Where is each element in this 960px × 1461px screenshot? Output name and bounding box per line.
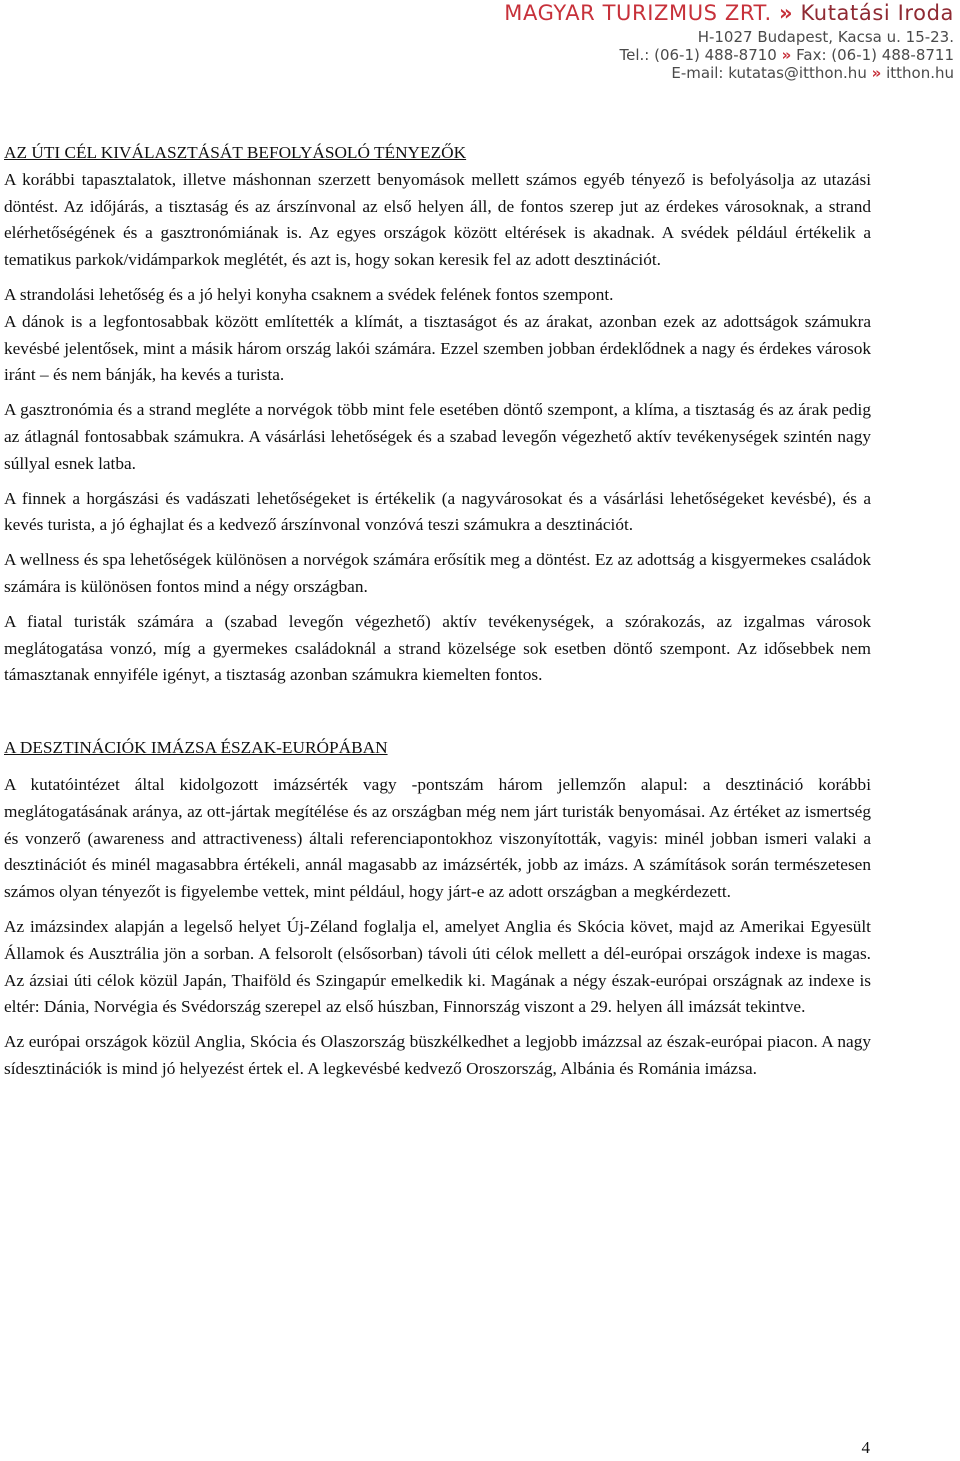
section-heading-image: A DESZTINÁCIÓK IMÁZSA ÉSZAK-EURÓPÁBAN xyxy=(4,738,388,758)
email-address[interactable]: E-mail: kutatas@itthon.hu xyxy=(671,64,867,83)
company-line xyxy=(504,2,954,25)
paragraph: A wellness és spa lehetőségek különösen a norvégok számára erősítik meg a döntést. Ez az adottság a kisgyermekes családok számára is különösen fontos mind a négy országban. xyxy=(4,550,871,596)
document-body xyxy=(4,140,871,1083)
contact-line xyxy=(504,65,954,81)
paragraph: A korábbi tapasztalatok, illetve máshonnan szerzett benyomások mellett számos egyéb tényező is befolyásolja az utazási döntést. Az időjárás, a tisztaság és az árszínvonal az első helyen áll, de fontos szerep jut az érdekes városoknak, a strand elérhetőségének és a gasztronómiának is. Az egyes országok között eltérések is akadnak. A svédek például értékelik a tematikus parkok/vidámparkok meglétét, és azt is, hogy sokan keresik fel az adott desztinációt. xyxy=(4,169,871,270)
department-name: Kutatási Iroda xyxy=(800,1,954,25)
letterhead xyxy=(504,2,954,81)
paragraph: A finnek a horgászási és vadászati lehetőségeket is értékelik (a nagyvárosokat és a vásárlási lehetőségeket kevésbé), és a kevés turista, a jó éghajlat és a kedvező árszínvonal vonzóvá teszi számukra a desztinációt. xyxy=(4,488,871,535)
address-line: H-1027 Budapest, Kacsa u. 15-23. xyxy=(697,27,954,46)
website-link[interactable]: itthon.hu xyxy=(886,64,954,83)
phone-number: Tel.: (06-1) 488-8710 xyxy=(619,45,777,64)
paragraph: A strandolási lehetőség és a jó helyi konyha csaknem a svédek felének fontos szempont. xyxy=(4,284,614,304)
paragraph: A fiatal turisták számára a (szabad levegőn végezhető) aktív tevékenységek, a szórakozás, az izgalmas városok meglátogatása vonzó, míg a gyermekes családoknál a strand közelsége sok esetben döntő szempont. Az idősebbek nem támasztanak ennyiféle igényt, a tisztaság azonban számukra kiemelten fontos. xyxy=(4,611,871,685)
paragraph: Az imázsindex alapján a legelső helyet Új-Zéland foglalja el, amelyet Anglia és Skócia követ, majd az Amerikai Egyesült Államok és Ausztrália jön a sorban. A felsorolt (elsősorban) távoli úti célok mellett a dél-európai országok indexe is magas. Az ázsiai úti célok közül Japán, Thaiföld és Szingapúr emelkedik ki. Magának a négy észak-európai országnak az indexe is eltér: Dánia, Norvégia és Svédország szerepel az első húszban, Finnország viszont a 29. helyen áll imázsát tekintve. xyxy=(4,916,871,1017)
phone-fax-line xyxy=(504,47,954,63)
company-name: MAGYAR TURIZMUS ZRT. xyxy=(504,1,772,25)
paragraph: A dánok is a legfontosabbak között említették a klímát, a tisztaságot és az árakat, azonban ezek az adottságok számukra kevésbé jelentősek, mint a másik három ország lakói számára. Ezzel szemben jobban érdeklődnek a nagy és érdekes városok iránt – és nem bánják, ha kevés a turista. xyxy=(4,311,871,385)
paragraph: A gasztronómia és a strand megléte a norvégok több mint fele esetében döntő szempont, a klíma, a tisztaság és az árak pedig az átlagnál fontosabbak számukra. A vásárlási lehetőségek és a szabad levegőn végezhető aktív tevékenységek szintén nagy súllyal esnek latba. xyxy=(4,400,871,473)
section-heading-factors: AZ ÚTI CÉL KIVÁLASZTÁSÁT BEFOLYÁSOLÓ TÉNYEZŐK xyxy=(4,143,467,162)
separator-glyph: » xyxy=(781,45,792,64)
separator-glyph: » xyxy=(871,64,882,83)
paragraph: A kutatóintézet által kidolgozott imázsérték vagy -pontszám három jellemzőn alapul: a desztináció korábbi meglátogatásának aránya, az ott-jártak megítélése és az országban még nem járt turisták benyomásai. Az értéket az ismertség és vonzerő (awareness and attractiveness) általi referenciapontokhoz viszonyították, vagyis: minél jobban ismeri valaki a desztinációt és minél magasabbra értékeli, annál magasabb az imázsérték, jobb az imázs. A számítások során természetesen számos olyan tényezőt is figyelembe vettek, mint például, hogy járt-e az adott országban a megkérdezett. xyxy=(4,774,871,902)
page-number: 4 xyxy=(861,1438,870,1457)
separator-glyph: » xyxy=(779,1,794,25)
fax-number: Fax: (06-1) 488-8711 xyxy=(796,45,954,64)
paragraph: Az európai országok közül Anglia, Skócia és Olaszország büszkélkedhet a legjobb imázzsal az észak-európai piacon. A nagy sídesztinációk is mind jó helyezést értek el. A legkevésbé kedvező Oroszország, Albánia és Románia imázsa. xyxy=(4,1032,871,1078)
